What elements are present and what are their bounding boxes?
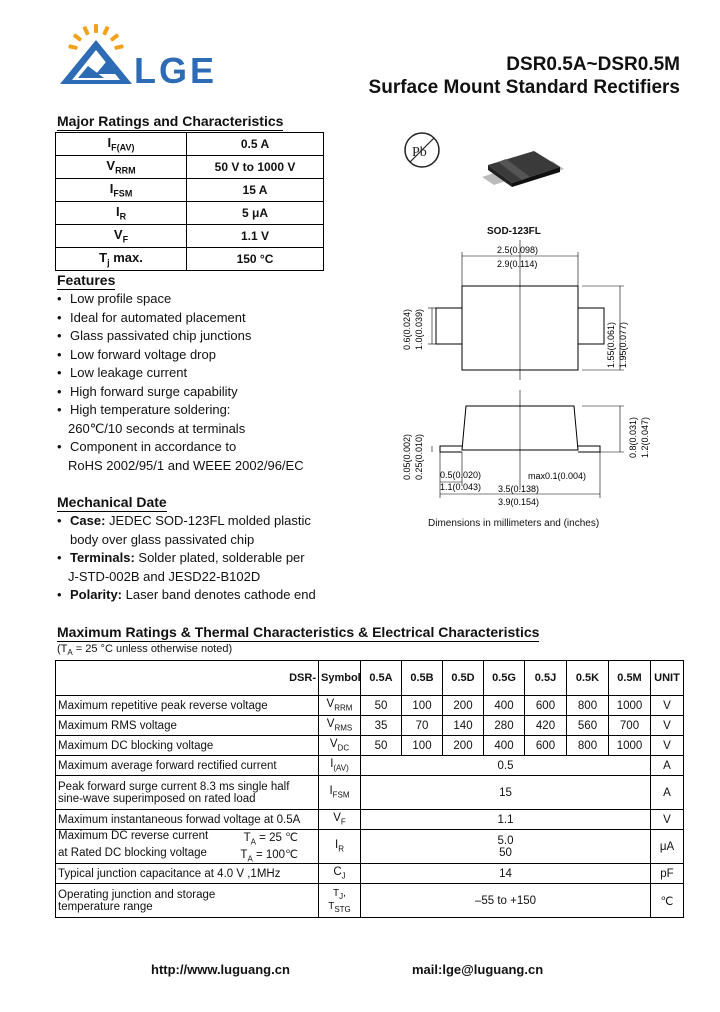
major-ratings-table xyxy=(55,132,324,271)
footer-mail[interactable]: mail:lge@luguang.cn xyxy=(412,962,544,977)
table-row: Maximum RMS voltage $V_{RMS}$ 35 70 140 280 420 560 700 V xyxy=(56,716,684,736)
list-item: • Polarity: Laser band denotes cathode end xyxy=(57,586,357,605)
table-row: $I_{FSM}$ 15 A xyxy=(56,179,324,202)
list-item: • Component in accordance to xyxy=(57,438,357,457)
package-side-view xyxy=(400,390,660,510)
page-title: DSR0.5A~DSR0.5M xyxy=(506,54,680,75)
dim-left-a: 0.6(0.024) xyxy=(402,308,412,350)
list-item: • Low forward voltage drop xyxy=(57,346,357,365)
package-photo xyxy=(478,145,568,191)
list-item: • High forward surge capability xyxy=(57,383,357,402)
mechanical-list xyxy=(57,512,357,605)
list-item: • Case: JEDEC SOD-123FL molded plastic xyxy=(57,512,357,531)
package-name: SOD-123FL xyxy=(487,226,541,237)
dim-top-a: 2.5(0.098) xyxy=(497,245,539,255)
pb-label: Pb xyxy=(412,145,427,160)
table-header-row: DSR- Symbol 0.5A 0.5B 0.5D 0.5G 0.5J 0.5K 0.5M UNIT xyxy=(56,661,684,696)
dim-side-left-b: 0.25(0.010) xyxy=(414,433,424,480)
dim-right-a: 1.55(0.061) xyxy=(606,321,616,368)
table-row: Maximum DC reverse current $T_A = 25$ ℃ at Rated DC blocking voltage $T_A$ = 100℃ $I_R$ 5.0 50 μA xyxy=(56,830,684,864)
package-top-view xyxy=(400,240,640,380)
dim-right-b: 1.95(0.077) xyxy=(618,321,628,368)
list-item: J-STD-002B and JESD22-B102D xyxy=(68,568,261,584)
dim-left-b: 1.0(0.039) xyxy=(414,308,424,350)
table-row: Operating junction and storage temperature range $T_J$, $T_{STG}$ –55 to +150 ℃ xyxy=(56,884,684,918)
page-subtitle: Surface Mount Standard Rectifiers xyxy=(368,77,680,98)
table-row: $V_F$ 1.1 V xyxy=(56,225,324,248)
dim-len-b: 3.9(0.154) xyxy=(498,497,540,507)
major-ratings-heading: Major Ratings and Characteristics xyxy=(57,113,284,129)
list-item: • Ideal for automated placement xyxy=(57,309,357,328)
dim-max: max0.1(0.004) xyxy=(528,471,587,481)
list-item: • Terminals: Solder plated, solderable per xyxy=(57,549,357,568)
dim-side-left-a: 0.05(0.002) xyxy=(402,433,412,480)
mechanical-heading: Mechanical Date xyxy=(57,494,167,510)
list-item: 260℃/10 seconds at terminals xyxy=(68,420,246,436)
ratings-note: ($T_A = 25$ °C unless otherwise noted) xyxy=(57,643,233,658)
list-item: • Low leakage current xyxy=(57,364,357,383)
list-item: • Low profile space xyxy=(57,290,357,309)
table-row: Maximum repetitive peak reverse voltage $V_{RRM}$ 50 100 200 400 600 800 1000 V xyxy=(56,696,684,716)
features-heading: Features xyxy=(57,272,116,288)
table-row: $T_j$ max. 150 °C xyxy=(56,248,324,271)
dim-side-right-a: 0.8(0.031) xyxy=(628,416,638,458)
table-row: $I_{F(AV)}$ 0.5 A xyxy=(56,133,324,156)
table-row: $I_R$ 5 μA xyxy=(56,202,324,225)
logo-text: LGE xyxy=(134,50,218,91)
table-row: Peak forward surge current 8.3 ms single half sine-wave superimposed on rated load $I_{FSM}$ 15 A xyxy=(56,776,684,810)
footer-url[interactable]: http://www.luguang.cn xyxy=(151,962,290,977)
features-list xyxy=(57,290,357,475)
list-item: • Glass passivated chip junctions xyxy=(57,327,357,346)
ratings-table xyxy=(55,660,684,918)
dim-top-b: 2.9(0.114) xyxy=(497,259,538,269)
list-item: • High temperature soldering: xyxy=(57,401,357,420)
ratings-heading: Maximum Ratings & Thermal Characteristics & Electrical Characteristics xyxy=(57,624,540,640)
dim-len-a: 3.5(0.138) xyxy=(498,484,540,494)
dim-bot-a: 0.5(0.020) xyxy=(440,470,482,480)
list-item: RoHS 2002/95/1 and WEEE 2002/96/EC xyxy=(68,457,304,473)
dim-bot-b: 1.1(0.043) xyxy=(440,482,482,492)
table-row: Typical junction capacitance at 4.0 V ,1MHz $C_J$ 14 pF xyxy=(56,864,684,884)
dimension-note: Dimensions in millimeters and (inches) xyxy=(428,518,600,529)
table-row: Maximum instantaneous forwad voltage at 0.5A $V_F$ 1.1 V xyxy=(56,810,684,830)
logo xyxy=(58,22,134,90)
list-item: body over glass passivated chip xyxy=(70,531,255,547)
table-row: Maximum average forward rectified current $I_{(AV)}$ 0.5 A xyxy=(56,756,684,776)
table-row: Maximum DC blocking voltage $V_{DC}$ 50 100 200 400 600 800 1000 V xyxy=(56,736,684,756)
pb-free-icon xyxy=(402,130,442,170)
table-row: $V_{RRM}$ 50 V to 1000 V xyxy=(56,156,324,179)
logo-sun-icon xyxy=(58,22,134,90)
dim-side-right-b: 1.2(0.047) xyxy=(640,416,650,458)
